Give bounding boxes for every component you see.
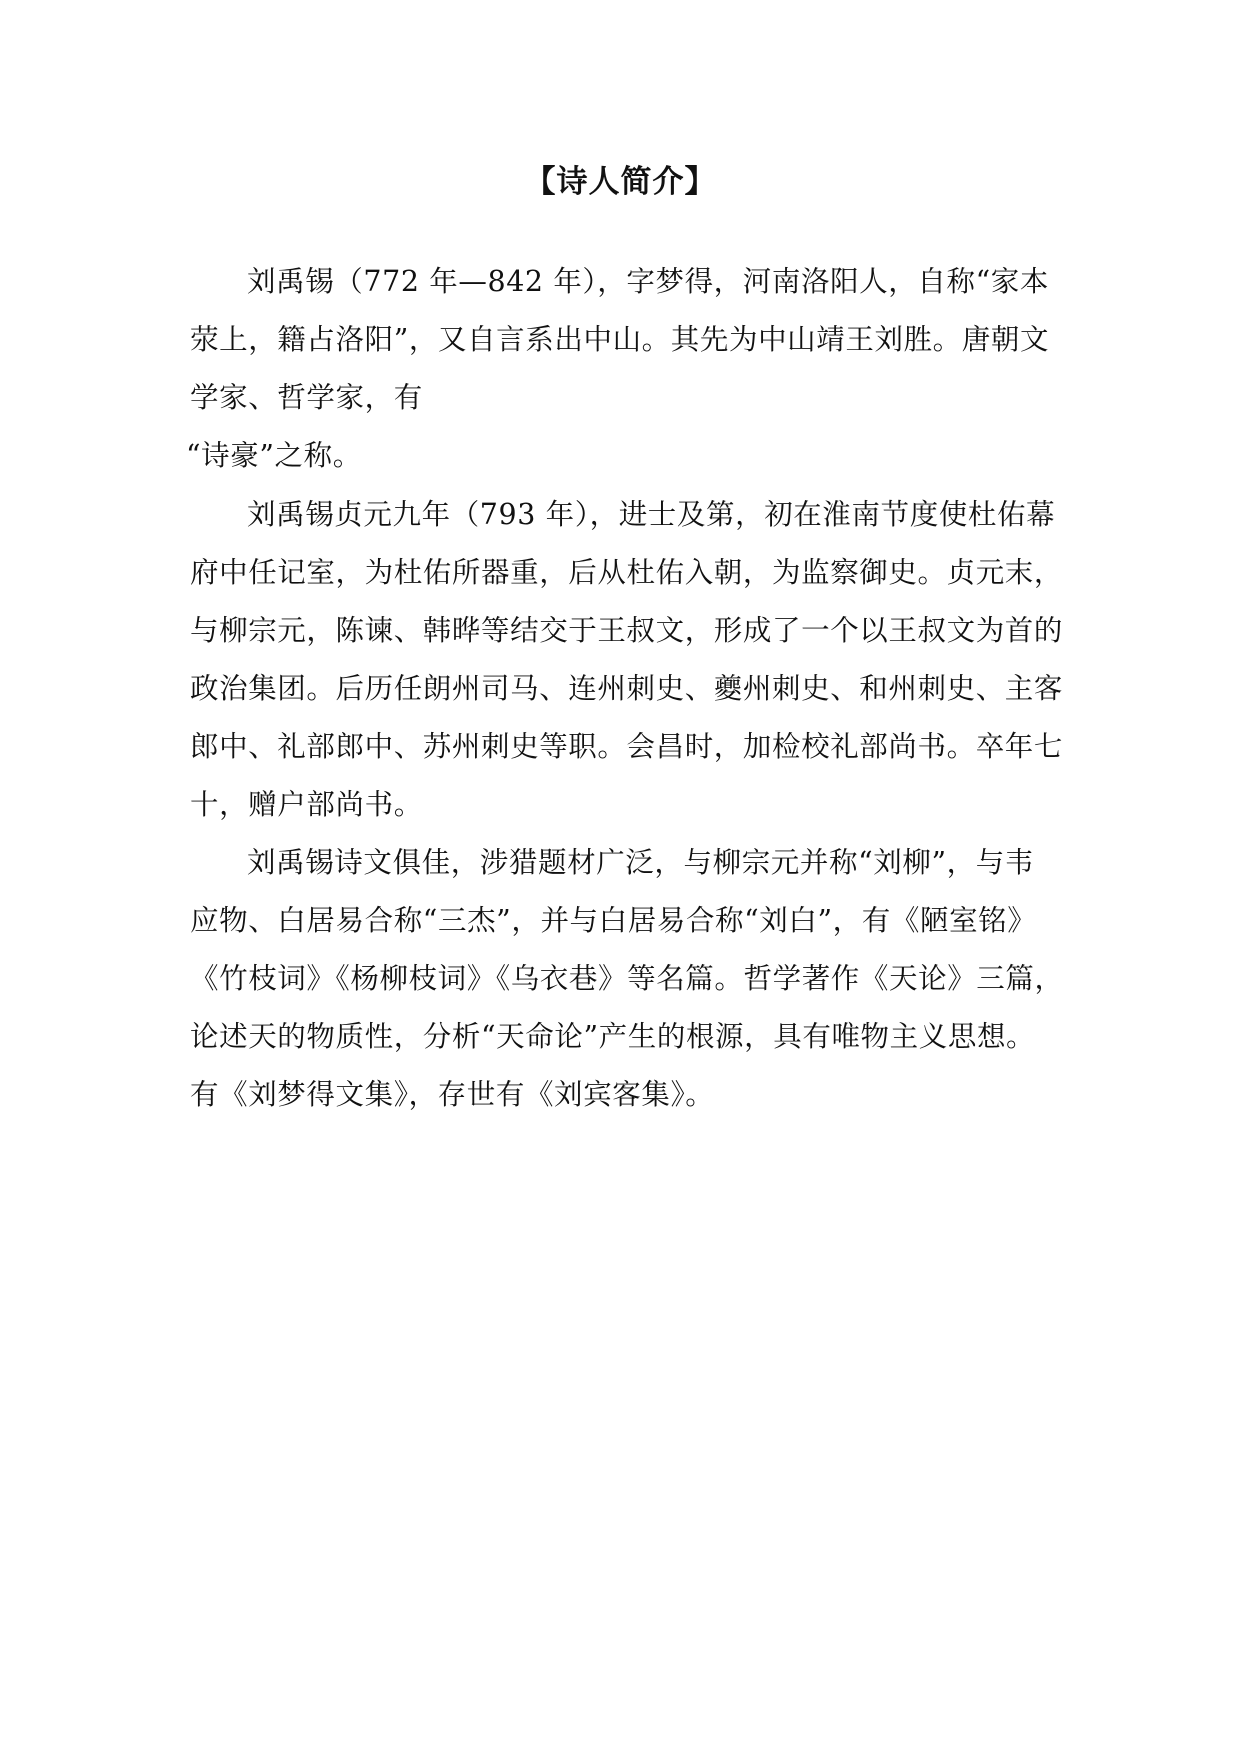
- paragraph-3-line-5: 有《刘梦得文集》，存世有《刘宾客集》。: [190, 1078, 715, 1111]
- paragraph-1-line-2: 荥上，籍占洛阳”，又自言系出中山。其先为中山靖王刘胜。唐朝文: [190, 323, 1050, 356]
- page-title: 【诗人简介】: [524, 164, 717, 200]
- paragraph-1-line-4: “诗豪”之称。: [186, 439, 362, 472]
- paragraph-1-line-3: 学家、哲学家，有: [190, 381, 423, 414]
- paragraph-2-line-4: 政治集团。后历任朗州司马、连州刺史、夔州刺史、和州刺史、主客: [190, 672, 1064, 705]
- paragraph-2-line-1: 刘禹锡贞元九年（793 年），进士及第，初在淮南节度使杜佑幕: [247, 498, 1056, 531]
- paragraph-2-line-3: 与柳宗元，陈谏、韩晔等结交于王叔文，形成了一个以王叔文为首的: [190, 614, 1064, 647]
- paragraph-3-line-4: 论述天的物质性，分析“天命论”产生的根源，具有唯物主义思想。: [190, 1020, 1036, 1053]
- paragraph-3-line-2: 应物、白居易合称“三杰”，并与白居易合称“刘白”，有《陋室铭》: [190, 904, 1037, 937]
- paragraph-1-line-1: 刘禹锡（772 年—842 年），字梦得，河南洛阳人，自称“家本: [247, 265, 1049, 298]
- paragraph-3-line-3: 《竹枝词》《杨柳枝词》《乌衣巷》等名篇。哲学著作《天论》三篇，: [190, 962, 1064, 995]
- paragraph-2-line-6: 十，赠户部尚书。: [190, 788, 423, 821]
- paragraph-3-line-1: 刘禹锡诗文俱佳，涉猎题材广泛，与柳宗元并称“刘柳”，与韦: [247, 846, 1034, 879]
- paragraph-2-line-2: 府中任记室，为杜佑所器重，后从杜佑入朝，为监察御史。贞元末，: [190, 556, 1064, 589]
- paragraph-2-line-5: 郎中、礼部郎中、苏州刺史等职。会昌时，加检校礼部尚书。卒年七: [190, 730, 1064, 763]
